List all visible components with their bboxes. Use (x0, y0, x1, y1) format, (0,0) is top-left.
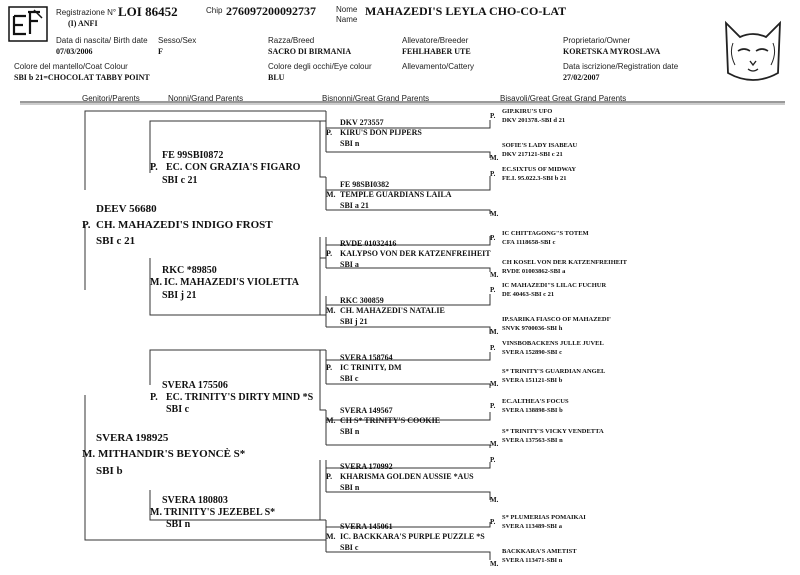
great-grandparent-name: IC. BACKKARA'S PURPLE PUZZLE *S (340, 532, 485, 541)
great-grandparent-ems: SBI j 21 (340, 317, 368, 326)
great-great-grandparent-reg: DKV 217121-SBI c 21 (502, 151, 563, 158)
great-grandparent-reg: SVERA 145061 (340, 522, 393, 531)
great-great-grandparent-name: S* TRINITY'S VICKY VENDETTA (502, 428, 604, 435)
grandparent-mark: M. (150, 507, 162, 518)
great-grandparent-reg: RVDE 01032416 (340, 239, 397, 248)
great-grandparent-mark: M. (326, 190, 336, 199)
sex-label: Sesso/Sex (158, 36, 197, 45)
great-grandparent-ems: SBI c (340, 374, 359, 383)
great-great-grandparent-mark: P. (490, 112, 496, 120)
great-great-grandparent-name: IC MAHAZEDI"S LILAC FUCHUR (502, 282, 607, 289)
great-grandparent-mark: M. (326, 416, 336, 425)
chip-label: Chip (206, 6, 223, 15)
coat-colour-label: Colore del mantello/Coat Colour (14, 62, 128, 71)
great-great-grandparent-reg: SVERA 137563-SBI n (502, 437, 563, 444)
grandparent-mark: P. (150, 162, 158, 173)
great-grandparent-ems: SBI n (340, 427, 360, 436)
sex-value: F (158, 47, 163, 56)
breeder-label: Allevatore/Breeder (402, 36, 469, 45)
name-label: Name (336, 15, 358, 24)
breed-label: Razza/Breed (268, 36, 315, 45)
great-great-grandparent-name: CH KOSEL VON DER KATZENFREIHEIT (502, 259, 627, 266)
grandparent-name: TRINITY'S JEZEBEL S* (164, 507, 276, 518)
great-great-grandparent-mark: M. (490, 210, 499, 218)
great-great-grandparent-mark: M. (490, 560, 499, 568)
great-grandparent-reg: FE 98SBI0382 (340, 180, 390, 189)
great-great-grandparent-name: GIP.KIRU'S UFO (502, 108, 553, 115)
great-grandparent-ems: SBI a 21 (340, 201, 369, 210)
column-header-parents: Genitori/Parents (82, 94, 140, 103)
grandparent-reg: FE 99SBI0872 (162, 150, 224, 161)
registration-date-value: 27/02/2007 (563, 73, 600, 82)
grandparent-ems: SBI j 21 (162, 290, 197, 301)
great-great-grandparent-reg: RVDE 01003862-SBI a (502, 268, 566, 275)
owner-value: KORETSKA MYROSLAVA (563, 47, 661, 56)
grandparent-ems: SBI c 21 (162, 175, 198, 186)
great-great-grandparent-reg: CFA 1118658-SBI c (502, 239, 556, 246)
birth-date-label: Data di nascita/ Birth date (56, 36, 148, 45)
cat-head-icon (718, 3, 788, 83)
great-great-grandparent-reg: SVERA 113489-SBI a (502, 523, 562, 530)
great-great-grandparent-name: SOFIE'S LADY ISABEAU (502, 142, 578, 149)
great-great-grandparent-name: VINSBOBACKENS JULLE JUVEL (502, 340, 604, 347)
great-grandparent-name: KIRU'S DON PIJPERS (340, 128, 422, 137)
nome-label: Nome (336, 5, 358, 14)
great-great-grandparent-mark: P. (490, 286, 496, 294)
great-great-grandparent-name: BACKKARA'S AMETIST (502, 548, 577, 555)
column-header-great-grandparents: Bisnonni/Great Grand Parents (322, 94, 430, 103)
great-great-grandparent-mark: P. (490, 234, 496, 242)
great-great-grandparent-name: S* PLUMERIAS POMAIKAI (502, 514, 586, 521)
great-grandparent-reg: DKV 273557 (340, 118, 384, 127)
grandparent-name: IC. MAHAZEDI'S VIOLETTA (164, 277, 299, 288)
great-great-grandparent-mark: P. (490, 518, 496, 526)
column-header-grandparents: Nonni/Grand Parents (168, 94, 244, 103)
sire-name: CH. MAHAZEDI'S INDIGO FROST (96, 219, 273, 231)
great-great-grandparent-mark: M. (490, 154, 499, 162)
grandparent-ems: SBI c (166, 404, 190, 415)
cat-name: MAHAZEDI'S LEYLA CHO-CO-LAT (365, 4, 567, 18)
dam-name: MITHANDIR'S BEYONCÈ S* (98, 448, 246, 460)
great-great-grandparent-name: S* TRINITY'S GUARDIAN ANGEL (502, 368, 606, 375)
great-grandparent-mark: P. (326, 472, 333, 481)
great-great-grandparent-name: EC.ALTHEA'S FOCUS (502, 398, 569, 405)
grandparent-reg: SVERA 175506 (162, 380, 228, 391)
sire-mark: P. (82, 219, 91, 231)
chip-number: 276097200092737 (226, 4, 316, 18)
sire-reg: DEEV 56680 (96, 203, 157, 215)
great-great-grandparent-mark: M. (490, 380, 499, 388)
great-grandparent-mark: M. (326, 306, 336, 315)
registration-sub: (I) ANFI (68, 19, 98, 28)
great-grandparent-ems: SBI n (340, 139, 360, 148)
breed-value: SACRO DI BIRMANIA (268, 47, 352, 56)
great-great-grandparent-reg: SVERA 151121-SBI b (502, 377, 563, 384)
great-great-grandparent-mark: M. (490, 440, 499, 448)
great-great-grandparent-reg: SVERA 113471-SBI n (502, 557, 563, 564)
cat-head-logo (718, 3, 788, 83)
grandparent-ems: SBI n (166, 519, 191, 530)
federation-logo (8, 6, 48, 42)
eff-logo-icon (8, 6, 48, 42)
great-great-grandparent-mark: P. (490, 344, 496, 352)
great-grandparent-name: KHARISMA GOLDEN AUSSIE *AUS (340, 472, 474, 481)
great-great-grandparent-reg: DKV 201378.-SBI d 21 (502, 117, 566, 124)
great-grandparent-ems: SBI a (340, 260, 359, 269)
great-grandparent-reg: SVERA 170992 (340, 462, 393, 471)
breeder-value: FEHLHABER UTE (402, 47, 471, 56)
great-great-grandparent-name: EC.SIXTUS OF MIDWAY (502, 166, 577, 173)
great-grandparent-mark: P. (326, 363, 333, 372)
great-great-grandparent-name: IC CHITTAGONG"S TOTEM (502, 230, 589, 237)
eye-colour-label: Colore degli occhi/Eye colour (268, 62, 372, 71)
dam-mark: M. (82, 448, 96, 460)
great-great-grandparent-name: IP.SARIKA FIASCO OF MAHAZEDI' (502, 316, 611, 323)
great-grandparent-ems: SBI n (340, 483, 360, 492)
grandparent-mark: P. (150, 392, 158, 403)
great-grandparent-name: TEMPLE GUARDIANS LAILA (340, 190, 452, 199)
great-great-grandparent-reg: DE 40463-SBI c 21 (502, 291, 555, 298)
great-grandparent-mark: P. (326, 128, 333, 137)
coat-colour-value: SBI b 21=CHOCOLAT TABBY POINT (14, 73, 150, 82)
great-great-grandparent-mark: P. (490, 402, 496, 410)
great-grandparent-name: CH S* TRINITY'S COOKIE (340, 416, 441, 425)
column-header-great-great-grandparents: Bisavoli/Great Great Grand Parents (500, 94, 627, 103)
cattery-label: Allevamento/Cattery (402, 62, 475, 71)
great-great-grandparent-mark: P. (490, 456, 496, 464)
birth-date-value: 07/03/2006 (56, 47, 93, 56)
great-grandparent-name: KALYPSO VON DER KATZENFREIHEIT (340, 249, 491, 258)
grandparent-name: EC. CON GRAZIA'S FIGARO (166, 162, 301, 173)
great-grandparent-ems: SBI c (340, 543, 359, 552)
great-great-grandparent-reg: SVERA 152890-SBI c (502, 349, 562, 356)
eye-colour-value: BLU (268, 73, 285, 82)
dam-reg: SVERA 198925 (96, 432, 169, 444)
great-great-grandparent-mark: P. (490, 170, 496, 178)
registration-date-label: Data iscrizione/Registration date (563, 62, 679, 71)
great-grandparent-reg: RKC 300859 (340, 296, 384, 305)
great-grandparent-name: IC TRINITY, DM (340, 363, 402, 372)
grandparent-mark: M. (150, 277, 162, 288)
great-great-grandparent-mark: M. (490, 496, 499, 504)
great-great-grandparent-reg: FE.I. 95.022.3-SBI b 21 (502, 175, 567, 182)
great-grandparent-mark: P. (326, 249, 333, 258)
dam-ems: SBI b (96, 465, 123, 477)
owner-label: Proprietario/Owner (563, 36, 631, 45)
registration-number: LOI 86452 (118, 4, 178, 19)
great-great-grandparent-mark: M. (490, 328, 499, 336)
great-great-grandparent-reg: SVERA 138898-SBI b (502, 407, 563, 414)
grandparent-reg: SVERA 180803 (162, 495, 228, 506)
great-great-grandparent-reg: SNVK 9700036-SBI h (502, 325, 563, 332)
great-grandparent-reg: SVERA 149567 (340, 406, 393, 415)
registration-label: Registrazione N° (56, 8, 117, 17)
great-great-grandparent-mark: M. (490, 271, 499, 279)
great-grandparent-name: CH. MAHAZEDI'S NATALIE (340, 306, 445, 315)
great-grandparent-mark: M. (326, 532, 336, 541)
grandparent-name: EC. TRINITY'S DIRTY MIND *S (166, 392, 314, 403)
grandparent-reg: RKC *89850 (162, 265, 217, 276)
sire-ems: SBI c 21 (96, 235, 136, 247)
great-grandparent-reg: SVERA 158764 (340, 353, 393, 362)
